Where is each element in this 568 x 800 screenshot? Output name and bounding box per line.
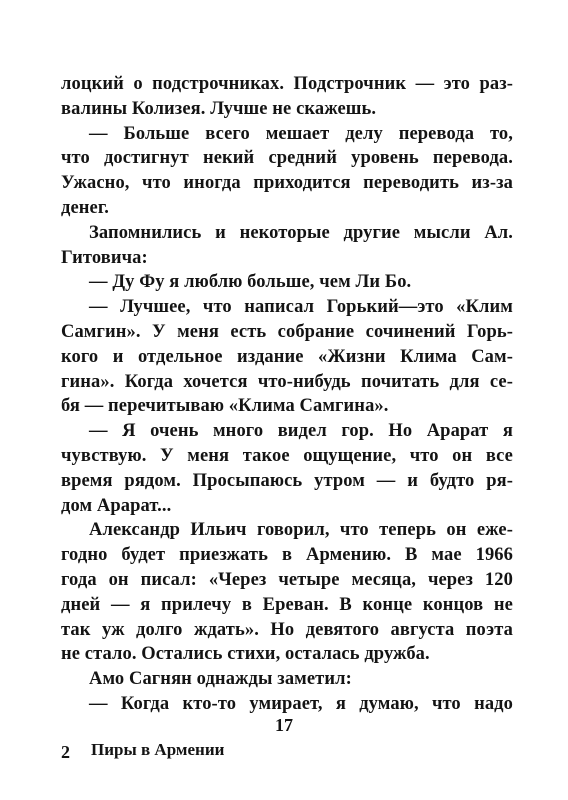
text-line: денег.: [61, 197, 109, 218]
signature-number: 2: [61, 742, 70, 762]
text-line: Запомнились и некоторые другие мысли Ал.: [89, 222, 513, 243]
text-line: — Лучшее, что написал Горький—это «Клим: [89, 297, 513, 318]
text-line: — Ду Фу я люблю больше, чем Ли Бо.: [89, 272, 412, 293]
text-line: — Я очень много видел гор. Но Арарат я: [89, 421, 513, 442]
text-line: года он писал: «Через четыре месяца, через 120: [61, 569, 513, 590]
text-line: валины Колизея. Лучше не скажешь.: [61, 98, 377, 119]
text-line: гина». Когда хочется что-нибудь почитать для се-: [61, 371, 513, 392]
text-line: время рядом. Просыпаюсь утром — и будто ря-: [61, 470, 513, 491]
text-line: кого и отдельное издание «Жизни Клима Сам-: [61, 346, 513, 367]
text-line: дней — я прилечу в Ереван. В конце концов не: [61, 594, 513, 615]
text-line: Александр Ильич говорил, что теперь он еже-: [89, 520, 513, 541]
text-line: годно будет приезжать в Армению. В мае 1966: [61, 545, 513, 566]
text-line: Самгин». У меня есть собрание сочинений Горь-: [61, 321, 513, 342]
text-line: — Когда кто-то умирает, я думаю, что надо: [89, 693, 513, 714]
text-line: Гитовича:: [61, 247, 148, 268]
text-line: Ужасно, что иногда приходится переводить из-за: [61, 173, 513, 194]
text-line: лоцкий о подстрочниках. Подстрочник — это раз-: [61, 74, 513, 94]
body-text: [61, 72, 513, 717]
text-line: что достигнут некий средний уровень перевода.: [61, 148, 513, 169]
text-line: так уж долго ждать». Но девятого августа поэта: [61, 619, 513, 640]
text-line: бя — перечитываю «Клима Самгина».: [61, 396, 389, 417]
text-line: не стало. Остались стихи, осталась дружба.: [61, 644, 430, 665]
signature-title: Пиры в Армении: [91, 740, 225, 759]
page-number: 17: [275, 715, 293, 735]
text-line: Амо Сагнян однажды заметил:: [89, 669, 352, 690]
text-line: чувствую. У меня такое ощущение, что он все: [61, 445, 513, 466]
text-line: — Больше всего мешает делу перевода то,: [89, 123, 513, 144]
text-line: дом Арарат...: [61, 495, 172, 516]
